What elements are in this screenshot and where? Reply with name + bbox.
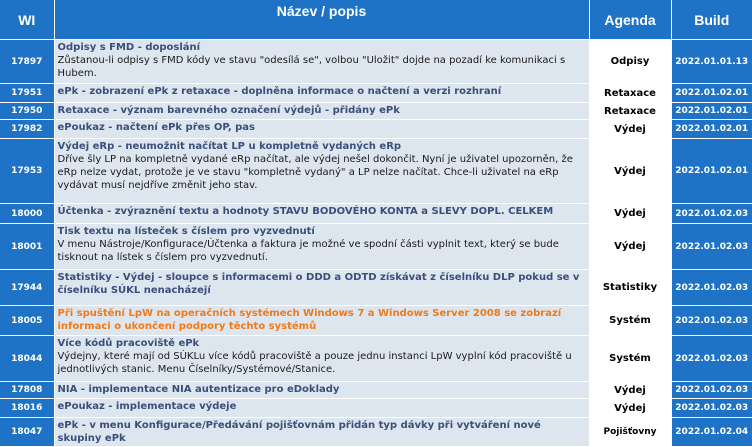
description-cell [54,40,589,84]
wi-cell: 18047 [0,418,54,447]
agenda-cell: Retaxace [589,103,671,120]
header-build: Build [671,0,752,40]
table-row [0,306,752,336]
agenda-cell: Systém [589,306,671,336]
agenda-cell: Statistiky [589,270,671,306]
item-title: Účtenka - zvýraznění textu a hodnoty STAVU BODOVÉHO KONTA a SLEVY DOPL. CELKEM [57,206,554,217]
table-row [0,120,752,139]
wi-cell: 18001 [0,224,54,270]
table-row [0,84,752,103]
agenda-cell: Odpisy [589,40,671,84]
table-row [0,336,752,382]
item-body: Dříve šly LP na kompletně vydané eRp načítat, ale výdej nešel dokončit. Nyní je uživatel upozorněn, že eRp nelze vydat, protože je ve stavu "kompletně vydaný" a LP nelze načítat. Chce-li uživatel na eRp vydávat musí nejdříve změnit jeho stav. [57,154,573,191]
build-cell: 2022.01.02.01 [671,103,752,120]
table-row [0,382,752,399]
item-title: Retaxace - význam barevného označení výdejů - přidány ePk [57,105,400,116]
build-cell: 2022.01.02.03 [671,270,752,306]
table-row [0,399,752,418]
item-title: Více kódů pracoviště ePk [57,338,200,349]
description-cell [54,139,589,204]
item-title: Výdej eRp - neumožnit načítat LP u kompletně vydaných eRp [57,141,402,152]
build-cell: 2022.01.02.01 [671,139,752,204]
header-agenda: Agenda [589,0,671,40]
wi-cell: 17808 [0,382,54,399]
agenda-cell: Výdej [589,120,671,139]
description-cell [54,306,589,336]
table-header [0,0,752,40]
warning-title: Při spuštění LpW na operačních systémech Windows 7 a Windows Server 2008 se zobrazí informaci o ukončení podpory těchto systémů [57,308,562,332]
agenda-cell: Výdej [589,399,671,418]
table-row [0,270,752,306]
item-title: NIA - implementace NIA autentizace pro eDoklady [57,384,340,395]
build-cell: 2022.01.02.01 [671,84,752,103]
build-cell: 2022.01.02.03 [671,306,752,336]
table-row [0,224,752,270]
wi-cell: 18044 [0,336,54,382]
description-cell [54,336,589,382]
agenda-cell: Výdej [589,382,671,399]
item-title: Odpisy s FMD - doposlání [57,42,201,53]
wi-cell: 18005 [0,306,54,336]
table-row [0,418,752,447]
build-cell: 2022.01.02.03 [671,399,752,418]
item-title: ePk - v menu Konfigurace/Předávání pojišťovnám přidán typ dávky při vytváření nové skupiny ePk [57,420,541,444]
build-cell: 2022.01.02.03 [671,224,752,270]
description-cell [54,120,589,139]
wi-cell: 17950 [0,103,54,120]
wi-cell: 18000 [0,204,54,224]
header-description: Název / popis [54,0,589,40]
agenda-cell: Retaxace [589,84,671,103]
description-cell [54,204,589,224]
wi-cell: 17951 [0,84,54,103]
item-title: ePoukaz - načtení ePk přes OP, pas [57,122,255,133]
build-cell: 2022.01.02.03 [671,382,752,399]
table-row [0,103,752,120]
item-body: V menu Nástroje/Konfigurace/Účtenka a faktura je možné ve spodní části vyplnit text, který se bude tisknout na lístek s číslem pro vyzvednutí. [57,239,559,263]
agenda-cell: Výdej [589,204,671,224]
item-title: ePk - zobrazení ePk z retaxace - doplněna informace o načtení a verzi rozhraní [57,86,502,97]
agenda-cell: Výdej [589,139,671,204]
build-cell: 2022.01.01.13 [671,40,752,84]
item-body: Výdejny, které mají od SÚKLu více kódů pracoviště a pouze jednu instanci LpW vyplní kód pracoviště u jednotlivých stanic. Menu Číselníky/Systémové/Stanice. [57,351,572,375]
item-title: ePoukaz - implementace výdeje [57,401,237,412]
build-cell: 2022.01.02.04 [671,418,752,447]
item-title: Tisk textu na lísteček s číslem pro vyzvednutí [57,226,315,237]
build-cell: 2022.01.02.01 [671,120,752,139]
description-cell [54,84,589,103]
description-cell [54,399,589,418]
wi-cell: 17953 [0,139,54,204]
wi-cell: 17944 [0,270,54,306]
build-cell: 2022.01.02.03 [671,204,752,224]
wi-cell: 17982 [0,120,54,139]
description-cell [54,382,589,399]
agenda-cell: Pojišťovny [589,418,671,447]
build-cell: 2022.01.02.03 [671,336,752,382]
description-cell [54,103,589,120]
table-row [0,40,752,84]
wi-cell: 17897 [0,40,54,84]
item-title: Statistiky - Výdej - sloupce s informacemi o DDD a ODTD získávat z číselníku DLP pokud se v číselníku SÚKL nenacházejí [57,272,580,296]
description-cell [54,418,589,447]
agenda-cell: Výdej [589,224,671,270]
item-body: Zůstanou-li odpisy s FMD kódy ve stavu "odesílá se", volbou "Uložit" dojde na pozadí ke komunikaci s Hubem. [57,55,566,79]
header-wi: WI [0,0,54,40]
description-cell [54,224,589,270]
table-row [0,204,752,224]
agenda-cell: Systém [589,336,671,382]
table-row [0,139,752,204]
wi-cell: 18016 [0,399,54,418]
description-cell [54,270,589,306]
